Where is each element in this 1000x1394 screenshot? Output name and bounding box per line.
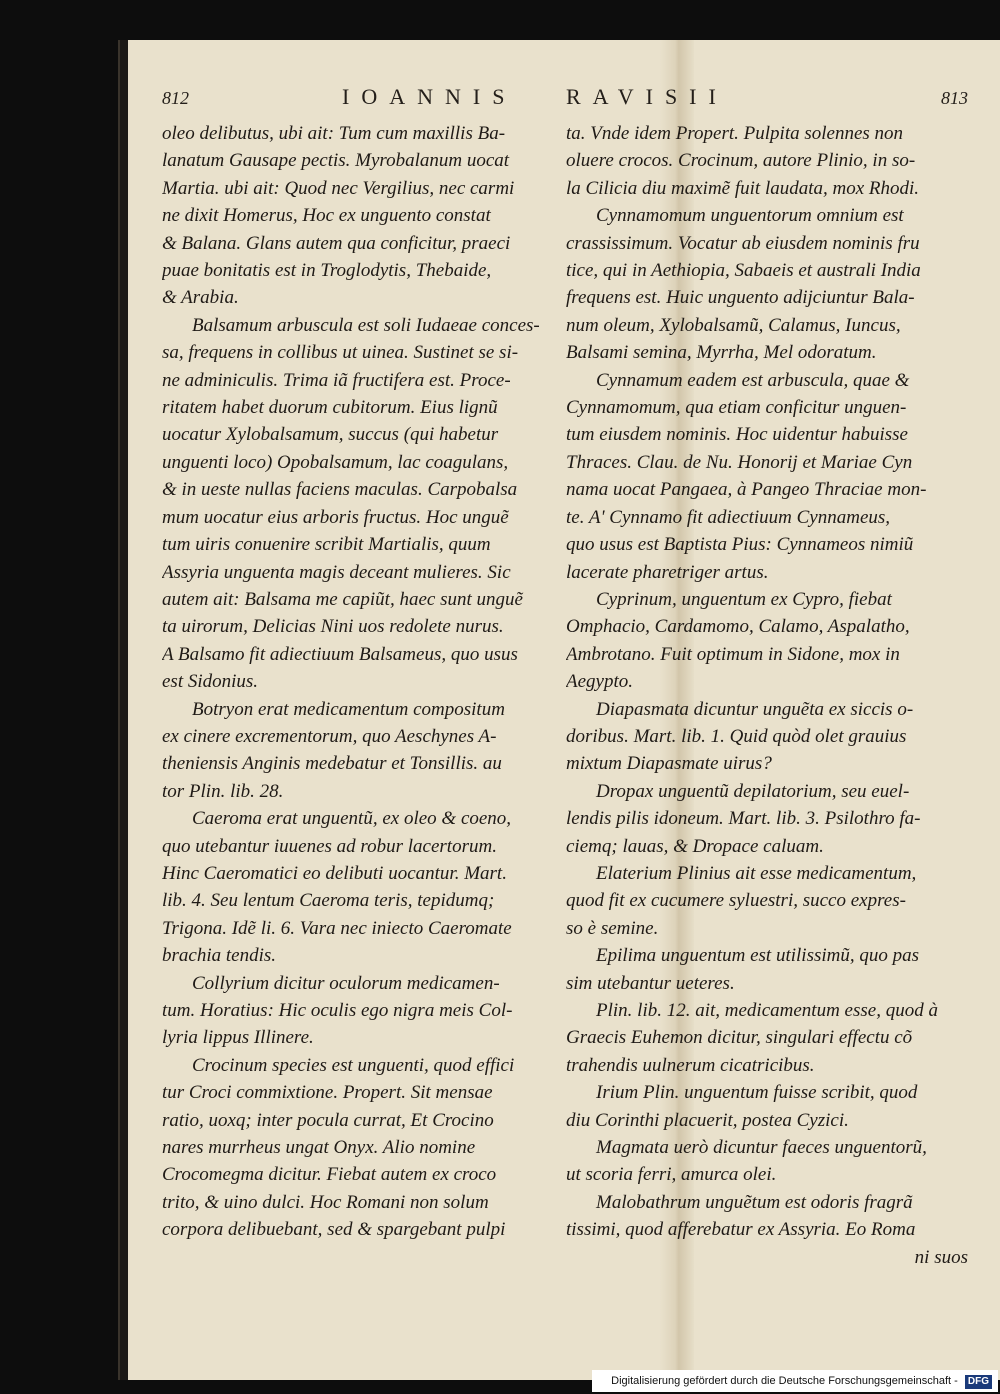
right-page bbox=[566, 82, 968, 1282]
text-line: quo usus est Baptista Pius: Cynnameos nimiũ bbox=[566, 534, 914, 556]
text-line: & in ueste nullas faciens maculas. Carpobalsa bbox=[162, 479, 518, 501]
text-line: tor Plin. lib. 28. bbox=[162, 780, 284, 802]
text-line: tum. Horatius: Hic oculis ego nigra meis Col- bbox=[162, 1000, 513, 1021]
text-line: lanatum Gausape pectis. Myrobalanum uocat bbox=[162, 150, 510, 172]
text-line: Cyprinum, unguentum ex Cypro, fiebat bbox=[596, 588, 892, 610]
text-line: tum uiris conuenire scribit Martialis, quum bbox=[162, 534, 491, 556]
text-line: nares murrheus ungat Onyx. Alio nomine bbox=[162, 1137, 476, 1159]
page-edge bbox=[120, 40, 128, 1380]
text-line: Aegypto. bbox=[566, 671, 634, 693]
text-line: autem ait: Balsama me capiũt, haec sunt unguẽ bbox=[162, 588, 523, 610]
text-line: quo utebantur iuuenes ad robur lacertorum. bbox=[162, 835, 497, 857]
text-line: ta uirorum, Delicias Nini uos redolete nurus. bbox=[162, 616, 504, 638]
text-line: A Balsamo fit adiectiuum Balsameus, quo usus bbox=[162, 643, 518, 665]
text-line: Cynnamomum, qua etiam conficitur unguen- bbox=[566, 397, 907, 419]
text-line: quod fit ex cucumere syluestri, succo expres- bbox=[566, 890, 906, 912]
left-page-number: 812 bbox=[162, 88, 189, 108]
text-line: Graecis Euhemon dicitur, singulari effectu cõ bbox=[566, 1027, 913, 1049]
text-line: Irium Plin. unguentum fuisse scribit, quod bbox=[596, 1082, 918, 1104]
text-line: doribus. Mart. lib. 1. Quid quòd olet grauius bbox=[566, 725, 907, 747]
left-text-column bbox=[162, 120, 602, 1244]
text-line: Malobathrum unguẽtum est odoris fragrã bbox=[596, 1191, 913, 1213]
text-line: frequens est. Huic unguento adijciuntur Bala- bbox=[566, 287, 915, 309]
text-line: nama uocat Pangaea, à Pangeo Thraciae mon- bbox=[566, 479, 927, 501]
text-line: oluere crocos. Crocinum, autore Plinio, in so- bbox=[566, 150, 916, 172]
text-line: ex cinere excrementorum, quo Aeschynes A- bbox=[162, 725, 497, 747]
right-page-number: 813 bbox=[941, 88, 968, 108]
text-line: Martia. ubi ait: Quod nec Vergilius, nec carmi bbox=[162, 177, 515, 199]
text-line: tissimi, quod afferebatur ex Assyria. Eo Roma bbox=[566, 1219, 916, 1241]
text-line: ut scoria ferri, amurca olei. bbox=[566, 1164, 777, 1186]
right-running-head: RAVISII bbox=[566, 84, 728, 109]
left-page-header bbox=[162, 82, 602, 120]
text-line: tur Croci commixtione. Propert. Sit mensae bbox=[162, 1082, 493, 1104]
text-line: trahendis uulnerum cicatricibus. bbox=[566, 1054, 815, 1076]
text-line: ta. Vnde idem Propert. Pulpita solennes non bbox=[566, 123, 904, 144]
right-page-header bbox=[566, 82, 968, 120]
credit-text: Digitalisierung gefördert durch die Deutsche Forschungsgemeinschaft - bbox=[611, 1375, 958, 1387]
right-text-column bbox=[566, 120, 968, 1244]
text-line: Plin. lib. 12. ait, medicamentum esse, quod à bbox=[596, 1000, 938, 1021]
text-line: Caeroma erat unguentũ, ex oleo & coeno, bbox=[192, 808, 512, 830]
text-line: tum eiusdem nominis. Hoc uidentur habuisse bbox=[566, 424, 908, 446]
text-line: so è semine. bbox=[566, 917, 659, 939]
text-line: la Cilicia diu maximẽ fuit laudata, mox Rhodi. bbox=[566, 177, 920, 199]
text-line: Hinc Caeromatici eo delibuti uocantur. Mart. bbox=[162, 862, 507, 884]
left-running-head: IOANNIS bbox=[342, 84, 517, 109]
text-line: trito, & uino dulci. Hoc Romani non solum bbox=[162, 1191, 489, 1213]
text-line: brachia tendis. bbox=[162, 945, 276, 967]
text-line: oleo delibutus, ubi ait: Tum cum maxillis Ba- bbox=[162, 123, 506, 144]
text-line: Collyrium dicitur oculorum medicamen- bbox=[192, 972, 500, 994]
text-line: mixtum Diapasmate uirus? bbox=[566, 753, 772, 775]
text-line: ne adminiculis. Trima iã fructifera est. Proce- bbox=[162, 369, 511, 391]
text-line: & Arabia. bbox=[162, 287, 239, 309]
text-line: te. A' Cynnamo fit adiectiuum Cynnameus, bbox=[566, 506, 891, 528]
text-line: Balsami semina, Myrrha, Mel odoratum. bbox=[566, 342, 877, 364]
text-line: unguenti loco) Opobalsamum, lac coagulans, bbox=[162, 451, 509, 473]
catchword: ni suos bbox=[914, 1246, 968, 1268]
text-line: Crocomegma dicitur. Fiebat autem ex croco bbox=[162, 1164, 497, 1186]
text-line: sa, frequens in collibus ut uinea. Sustinet se si- bbox=[162, 342, 519, 364]
text-line: uocatur Xylobalsamum, succus (qui habetur bbox=[162, 424, 499, 446]
text-line: ciemq; lauas, & Dropace caluam. bbox=[566, 835, 824, 857]
text-line: & Balana. Glans autem qua conficitur, praeci bbox=[162, 232, 511, 254]
text-line: Epilima unguentum est utilissimũ, quo pas bbox=[596, 945, 919, 967]
text-line: Omphacio, Cardamomo, Calamo, Aspalatho, bbox=[566, 616, 910, 638]
scanned-book-spread bbox=[118, 40, 1000, 1380]
text-line: corpora delibuebant, sed & spargebant pulpi bbox=[162, 1219, 506, 1241]
text-line: diu Corinthi placuerit, postea Cyzici. bbox=[566, 1109, 849, 1131]
text-line: lacerate pharetriger artus. bbox=[566, 561, 769, 583]
text-line: Trigona. Idẽ li. 6. Vara nec iniecto Caeromate bbox=[162, 917, 512, 939]
text-line: theniensis Anginis medebatur et Tonsillis. au bbox=[162, 753, 502, 775]
text-line: Dropax unguentũ depilatorium, seu euel- bbox=[596, 780, 910, 802]
text-line: lyria lippus Illinere. bbox=[162, 1027, 314, 1049]
text-line: Magmata uerò dicuntur faeces unguentorũ, bbox=[596, 1137, 927, 1159]
text-line: Diapasmata dicuntur unguẽta ex siccis o- bbox=[596, 698, 914, 720]
text-line: ratio, uoxq; inter pocula currat, Et Crocino bbox=[162, 1109, 494, 1131]
text-line: Ambrotano. Fuit optimum in Sidone, mox in bbox=[566, 643, 900, 665]
text-line: est Sidonius. bbox=[162, 671, 259, 693]
text-line: lib. 4. Seu lentum Caeroma teris, tepidumq; bbox=[162, 890, 495, 912]
text-line: Cynnamum eadem est arbuscula, quae & bbox=[596, 369, 910, 391]
text-line: Botryon erat medicamentum compositum bbox=[192, 698, 505, 720]
text-line: Cynnamomum unguentorum omnium est bbox=[596, 205, 904, 227]
text-line: Elaterium Plinius ait esse medicamentum, bbox=[596, 862, 917, 884]
left-page bbox=[162, 82, 602, 1282]
text-line: Thraces. Clau. de Nu. Honorij et Mariae Cyn bbox=[566, 451, 913, 473]
dfg-logo: DFG bbox=[965, 1375, 992, 1389]
text-line: ne dixit Homerus, Hoc ex unguento constat bbox=[162, 205, 491, 227]
text-line: num oleum, Xylobalsamũ, Calamus, Iuncus, bbox=[566, 314, 901, 336]
text-line: tice, qui in Aethiopia, Sabaeis et australi India bbox=[566, 260, 921, 282]
text-line: crassissimum. Vocatur ab eiusdem nominis fru bbox=[566, 232, 920, 254]
text-line: Balsamum arbuscula est soli Iudaeae conces- bbox=[192, 314, 540, 336]
text-line: ritatem habet duorum cubitorum. Eius lignũ bbox=[162, 397, 498, 419]
text-line: mum uocatur eius arboris fructus. Hoc unguẽ bbox=[162, 506, 509, 528]
text-line: puae bonitatis est in Troglodytis, Thebaide, bbox=[162, 260, 492, 282]
text-line: lendis pilis idoneum. Mart. lib. 3. Psilothro fa- bbox=[566, 808, 921, 830]
text-line: sim utebantur ueteres. bbox=[566, 972, 735, 994]
text-line: Assyria unguenta magis deceant mulieres. Sic bbox=[162, 561, 511, 583]
digitization-credit bbox=[592, 1370, 998, 1392]
text-line: Crocinum species est unguenti, quod effici bbox=[192, 1054, 515, 1076]
